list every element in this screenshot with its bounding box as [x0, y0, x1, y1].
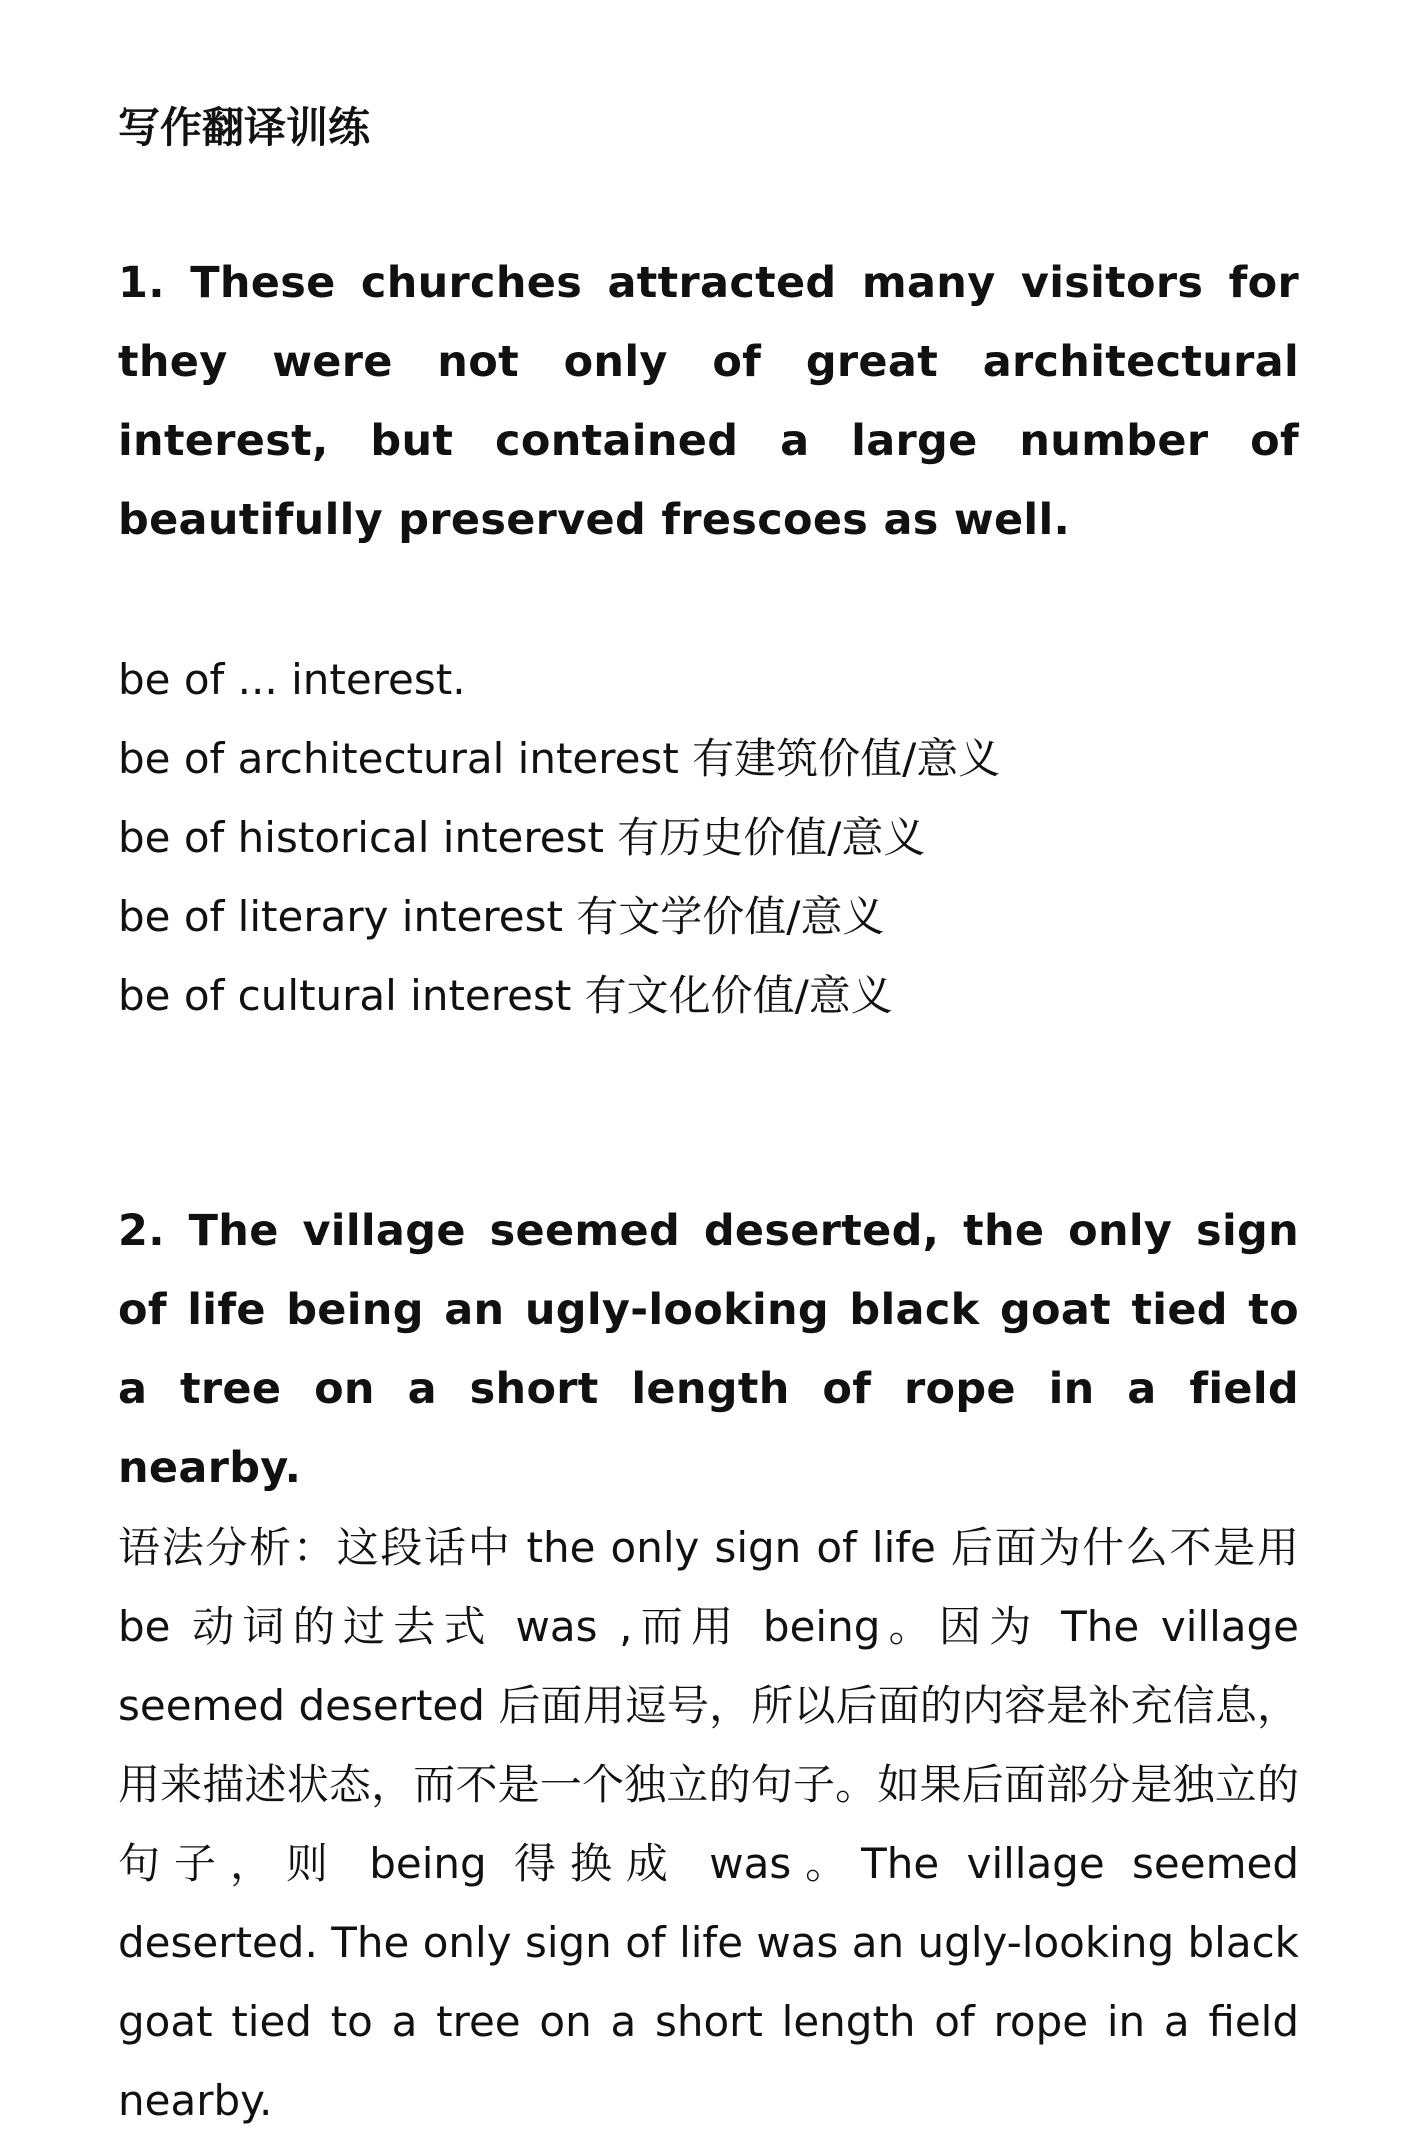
note-line: be of literary interest 有文学价值/意义: [118, 892, 885, 941]
note-line: be of cultural interest 有文化价值/意义: [118, 971, 893, 1020]
vocabulary-notes: [118, 640, 1299, 1035]
sentence-1: 1. These churches attracted many visitors for they were not only of great architectural interest, but contained a large number of beautifully preserved frescoes as well.: [118, 258, 1299, 545]
note-line: be of architectural interest 有建筑价值/意义: [118, 734, 1001, 783]
page-title: 写作翻译训练: [118, 103, 371, 152]
note-line: be of historical interest 有历史价值/意义: [118, 813, 926, 862]
sentence-2: 2. The village seemed deserted, the only sign of life being an ugly-looking black goat tied to a tree on a short length of rope in a field nearby.: [118, 1206, 1299, 1493]
note-line: be of ... interest.: [118, 655, 466, 704]
grammar-analysis: 语法分析：这段话中 the only sign of life 后面为什么不是用 be 动词的过去式 was ,而用 being。因为 The village seemed deserted 后面用逗号，所以后面的内容是补充信息，用来描述状态，而不是一个独立的句子。如果后面部分是独立的句子，则 being 得换成 was。The village seemed deserted. The only sign of life was an ugly-looking black goat tied to a tree on a short length of rope in a field nearby.: [118, 1523, 1299, 2125]
